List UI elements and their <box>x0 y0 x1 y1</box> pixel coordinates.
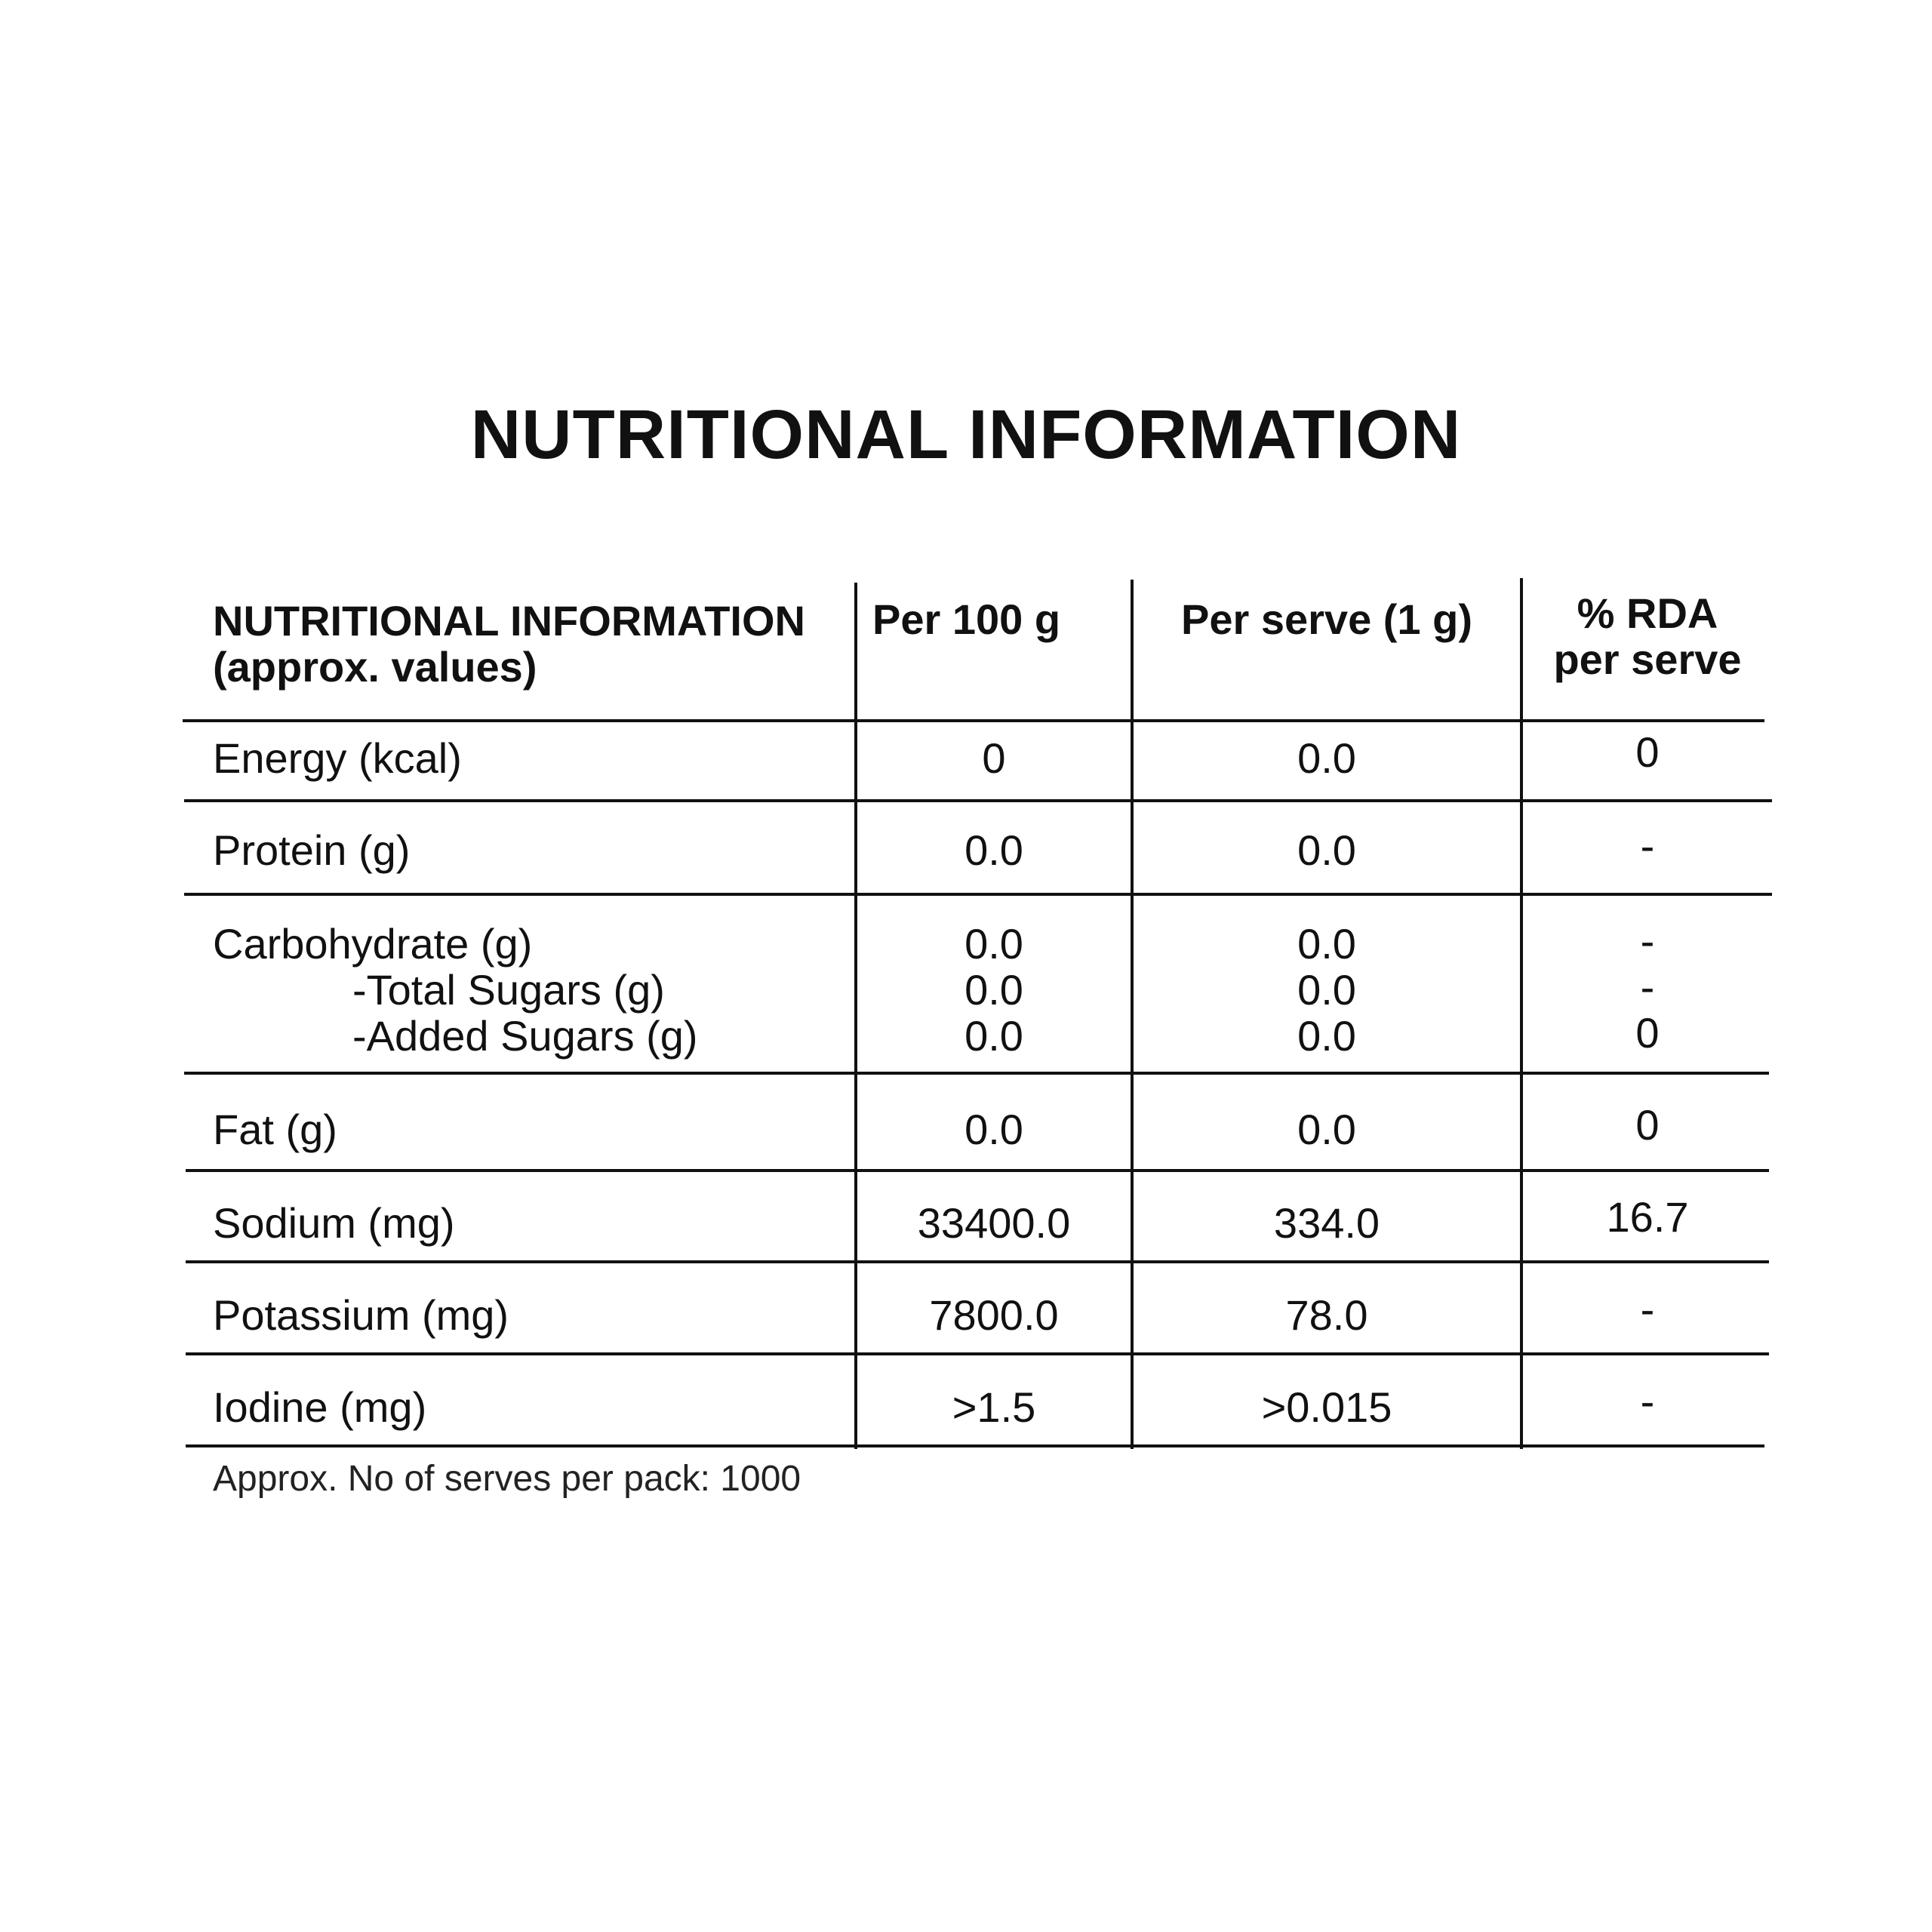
label-total-sugars: -Total Sugars (g) <box>352 966 665 1014</box>
row-rda-potassium: - <box>1640 1285 1655 1333</box>
row-per-serve-energy: 0.0 <box>1297 734 1356 782</box>
row-divider <box>184 1072 1769 1075</box>
header-per100: Per 100 g <box>872 595 1061 643</box>
row-rda-carbohydrate <box>1523 918 1772 1056</box>
row-rda-sodium: 16.7 <box>1606 1193 1689 1241</box>
per-serve-added-sugars: 0.0 <box>1297 1012 1356 1060</box>
per100-carbohydrate: 0.0 <box>964 920 1023 968</box>
header-rda-line1: % RDA <box>1577 589 1718 637</box>
row-label-protein: Protein (g) <box>213 826 411 874</box>
header-label-line1: NUTRITIONAL INFORMATION <box>213 597 805 645</box>
row-per-serve-iodine: >0.015 <box>1261 1383 1392 1431</box>
rda-added-sugars: 0 <box>1635 1009 1660 1057</box>
header-label <box>213 598 847 690</box>
header-rda <box>1523 590 1772 682</box>
header-label-line2: (approx. values) <box>213 643 537 691</box>
row-label-sodium: Sodium (mg) <box>213 1199 455 1247</box>
row-per100-potassium: 7800.0 <box>929 1291 1059 1339</box>
label-carbohydrate: Carbohydrate (g) <box>213 920 533 968</box>
row-label-iodine: Iodine (mg) <box>213 1383 427 1431</box>
page-title: NUTRITIONAL INFORMATION <box>470 396 1462 473</box>
row-divider <box>186 1169 1769 1172</box>
row-per100-carbohydrate <box>857 921 1131 1059</box>
serves-footnote: Approx. No of serves per pack: 1000 <box>213 1459 801 1499</box>
row-per-serve-fat: 0.0 <box>1297 1106 1356 1153</box>
row-per-serve-protein: 0.0 <box>1297 826 1356 874</box>
row-rda-protein: - <box>1640 822 1655 869</box>
per100-added-sugars: 0.0 <box>964 1012 1023 1060</box>
label-added-sugars: -Added Sugars (g) <box>352 1012 698 1060</box>
row-per-serve-potassium: 78.0 <box>1285 1291 1368 1339</box>
header-per-serve: Per serve (1 g) <box>1181 595 1472 643</box>
per-serve-carbohydrate: 0.0 <box>1297 920 1356 968</box>
row-divider <box>186 1352 1769 1355</box>
row-per100-sodium: 33400.0 <box>917 1199 1071 1247</box>
row-divider <box>184 799 1772 802</box>
row-label-carbohydrate <box>213 921 847 1059</box>
row-divider <box>186 1444 1764 1447</box>
rda-carbohydrate: - <box>1640 917 1655 964</box>
row-per-serve-carbohydrate <box>1134 921 1520 1059</box>
row-per100-energy: 0 <box>982 734 1006 782</box>
row-rda-energy: 0 <box>1635 728 1660 776</box>
row-label-fat: Fat (g) <box>213 1106 337 1153</box>
per100-total-sugars: 0.0 <box>964 966 1023 1014</box>
row-rda-fat: 0 <box>1635 1101 1660 1149</box>
row-rda-iodine: - <box>1640 1377 1655 1425</box>
row-divider <box>183 719 1764 722</box>
row-divider <box>186 1260 1769 1263</box>
row-per-serve-sodium: 334.0 <box>1273 1199 1380 1247</box>
row-label-energy: Energy (kcal) <box>213 734 462 782</box>
per-serve-total-sugars: 0.0 <box>1297 966 1356 1014</box>
row-per100-fat: 0.0 <box>964 1106 1023 1153</box>
header-rda-line2: per serve <box>1553 635 1742 683</box>
row-label-potassium: Potassium (mg) <box>213 1291 509 1339</box>
row-per100-iodine: >1.5 <box>952 1383 1036 1431</box>
row-per100-protein: 0.0 <box>964 826 1023 874</box>
row-divider <box>184 893 1772 896</box>
rda-total-sugars: - <box>1640 963 1655 1011</box>
